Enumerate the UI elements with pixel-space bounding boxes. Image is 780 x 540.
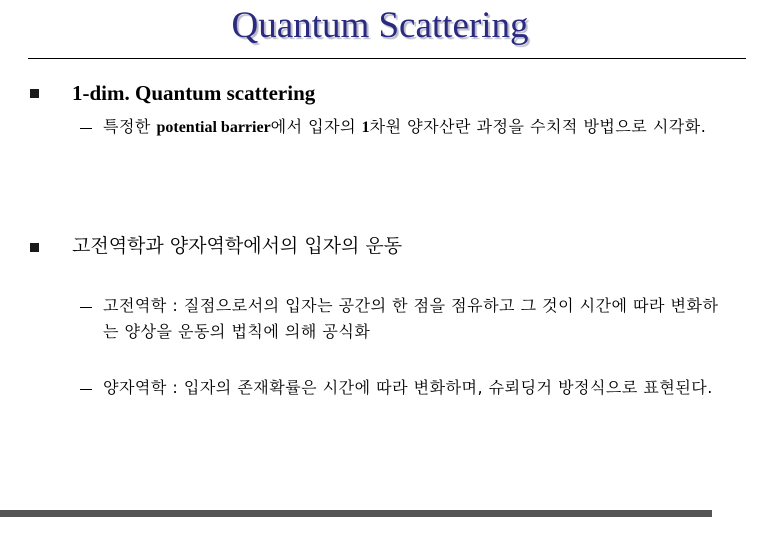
slide-title: Quantum Scattering [231,5,529,46]
sub-text-part: 특정한 [103,117,157,136]
bullet-2-sub-1: 고전역학 : 질점으로서의 입자는 공간의 한 점을 점유하고 그 것이 시간에 따라 변화하는 양상을 운동의 법칙에 의해 공식화 [103,296,719,341]
bullet-2-sub-2: 양자역학 : 입자의 존재확률은 시간에 따라 변화하며, 슈뢰딩거 방정식으로 표현된다. [103,378,713,397]
dash-bullet-icon [80,128,92,129]
footer-bar [0,510,712,517]
bullet-1-text: 1-dim. Quantum scattering [72,81,316,105]
dash-bullet-icon [80,307,92,308]
sub-text-part: 차원 양자산란 과정을 수치적 방법으로 시각화. [369,117,707,136]
sub-text-serif-part: 1 [361,119,370,136]
bullet-1-sub-1 [103,114,733,141]
title-divider [28,58,746,59]
square-bullet-icon [30,243,39,252]
sub-text-serif-part: potential barrier [156,119,271,136]
sub-text-part: 에서 입자의 [270,117,362,136]
bullet-2-text: 고전역학과 양자역학에서의 입자의 운동 [72,235,403,257]
dash-bullet-icon [80,389,92,390]
square-bullet-icon [30,89,39,98]
